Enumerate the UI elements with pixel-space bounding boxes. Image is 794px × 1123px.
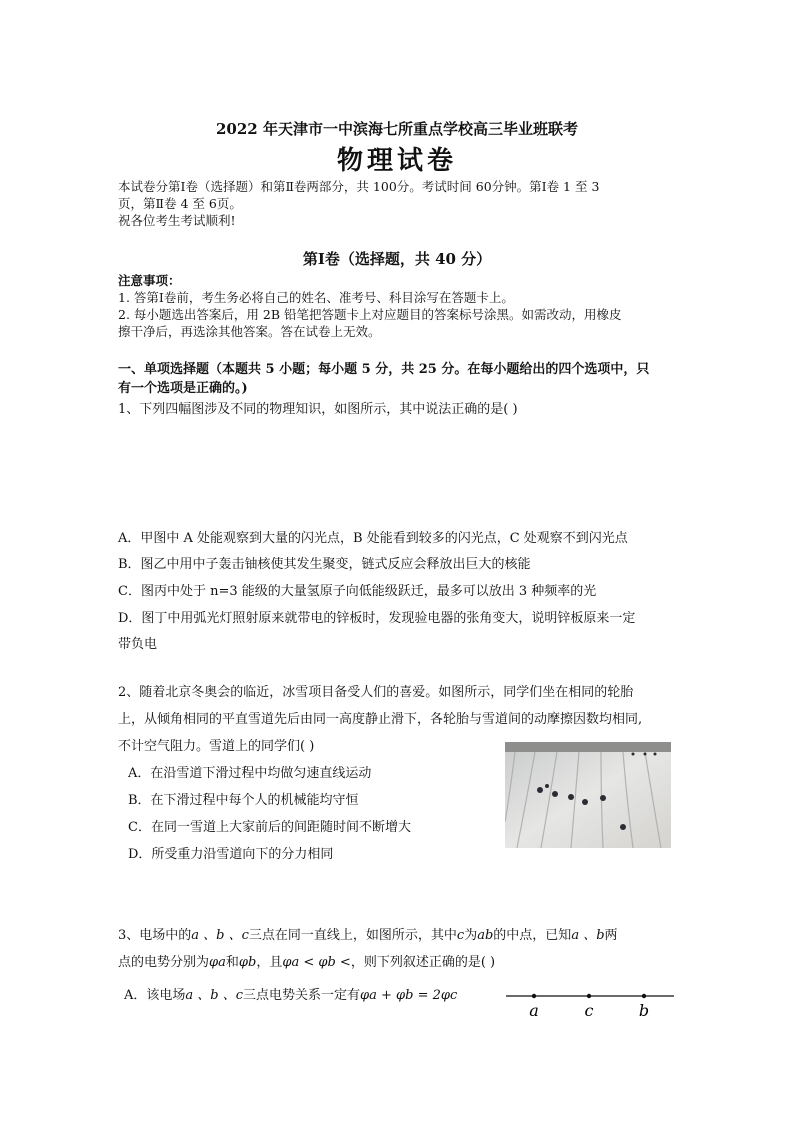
- q3-line2-b: 和: [225, 955, 239, 970]
- intro-line-2: 页，第Ⅱ卷 4 至 6页。: [118, 196, 242, 211]
- point-a: [532, 994, 536, 998]
- q3-opt-a-text-1: A．该电场: [124, 988, 186, 1003]
- q2-stem-line-2: 上，从倾角相同的平直雪道先后由同一高度静止滑下，各轮胎与雪道间的动摩擦因数均相同,: [118, 712, 643, 727]
- part-title-line-1: 一、单项选择题（本题共 5 小题；每小题 5 分，共 25 分。在每小题给出的四个选项中，只: [118, 362, 650, 377]
- point-b: [642, 994, 646, 998]
- intro-line-1: 本试卷分第Ⅰ卷（选择题）和第Ⅱ卷两部分，共 100分。考试时间 60分钟。第Ⅰ卷 1 至 3: [118, 179, 600, 194]
- snow-slope-photo: [505, 742, 671, 848]
- label-a: a: [529, 1001, 539, 1020]
- q2-stem-line-3: 不计空气阻力。雪道上的同学们( ): [118, 739, 315, 754]
- q3-line-figure: [500, 985, 680, 1021]
- q2-option-a: A．在沿雪道下滑过程中均做匀速直线运动: [128, 766, 372, 781]
- q3-stem-c: 为: [464, 928, 478, 943]
- label-b: b: [638, 1001, 650, 1020]
- q1-option-d-line-2: 带负电: [118, 637, 158, 652]
- blessing: 祝各位考生考试顺利!: [118, 213, 236, 228]
- q3-line2-c: ，且: [256, 955, 283, 970]
- q2-option-c: C．在同一雪道上大家前后的间距随时间不断增大: [128, 820, 411, 835]
- q3-phi-equation: φa + φb = 2φc: [360, 988, 458, 1003]
- q3-opt-a-text-2: 三点电势关系一定有: [243, 988, 361, 1003]
- q3-phi-b: φb: [238, 955, 257, 970]
- note-2-line-2: 擦干净后，再选涂其他答案。答在试卷上无效。: [118, 324, 381, 339]
- q3-var-c: c: [456, 928, 465, 943]
- q3-stem-a: 3、电场中的: [118, 928, 192, 943]
- q1-option-a: A．甲图中 A 处能观察到大量的闪光点，B 处能看到较多的闪光点，C 处观察不到闪光点: [118, 531, 628, 546]
- q3-line2-a: 点的电势分别为: [118, 955, 210, 970]
- q1-option-b: B．图乙中用中子轰击铀核使其发生聚变，链式反应会释放出巨大的核能: [118, 557, 531, 572]
- subject-title: 物理试卷: [336, 146, 457, 176]
- q3-stem-line-1: [118, 924, 618, 943]
- point-c: [587, 994, 591, 998]
- q2-option-d: D．所受重力沿雪道向下的分力相同: [128, 847, 334, 862]
- q2-option-b: B．在下滑过程中每个人的机械能均守恒: [128, 793, 359, 808]
- q1-option-d-line-1: D．图丁中用弧光灯照射原来就带电的锌板时，发现验电器的张角变大，说明锌板原来一定: [118, 611, 636, 626]
- q3-opt-a-abc: a 、b 、c: [185, 988, 244, 1003]
- note-2-line-1: 2. 每小题选出答案后，用 2B 铅笔把答题卡上对应题目的答案标号涂黑。如需改动，用橡皮: [118, 307, 622, 322]
- q1-stem: 1、下列四幅图涉及不同的物理知识，如图所示，其中说法正确的是( ): [118, 402, 518, 417]
- q2-stem-line-1: 2、随着北京冬奥会的临近，冰雪项目备受人们的喜爱。如图所示，同学们坐在相同的轮胎: [118, 685, 634, 700]
- q3-phi-a: φa: [209, 955, 226, 970]
- section-heading: 第Ⅰ卷（选择题，共 40 分）: [302, 250, 492, 268]
- exam-title: 2022 年天津市一中滨海七所重点学校高三毕业班联考: [216, 120, 578, 138]
- q3-option-a: [124, 984, 457, 1003]
- q3-line2-d: ，则下列叙述正确的是( ): [350, 955, 496, 970]
- q3-var-ab: ab: [477, 928, 494, 943]
- q3-stem-line-2: [118, 951, 495, 970]
- label-c: c: [584, 1001, 594, 1020]
- part-title-line-2: 有一个选项是正确的。): [118, 381, 248, 396]
- q3-var-a-b: a 、b: [571, 928, 605, 943]
- q3-stem-e: 两: [604, 928, 618, 943]
- q1-option-c: C．图丙中处于 n=3 能级的大量氢原子向低能级跃迁，最多可以放出 3 种频率的光: [118, 584, 597, 599]
- q3-var-abc: a 、b 、c: [191, 928, 249, 943]
- notes-title: 注意事项：: [118, 273, 181, 288]
- note-1: 1. 答第Ⅰ卷前，考生务必将自己的姓名、准考号、科目涂写在答题卡上。: [118, 290, 514, 305]
- q3-stem-b: 三点在同一直线上，如图所示，其中: [248, 928, 457, 943]
- q3-phi-relation: φa < φb <: [282, 955, 351, 970]
- q3-stem-d: 的中点，已知: [493, 928, 572, 943]
